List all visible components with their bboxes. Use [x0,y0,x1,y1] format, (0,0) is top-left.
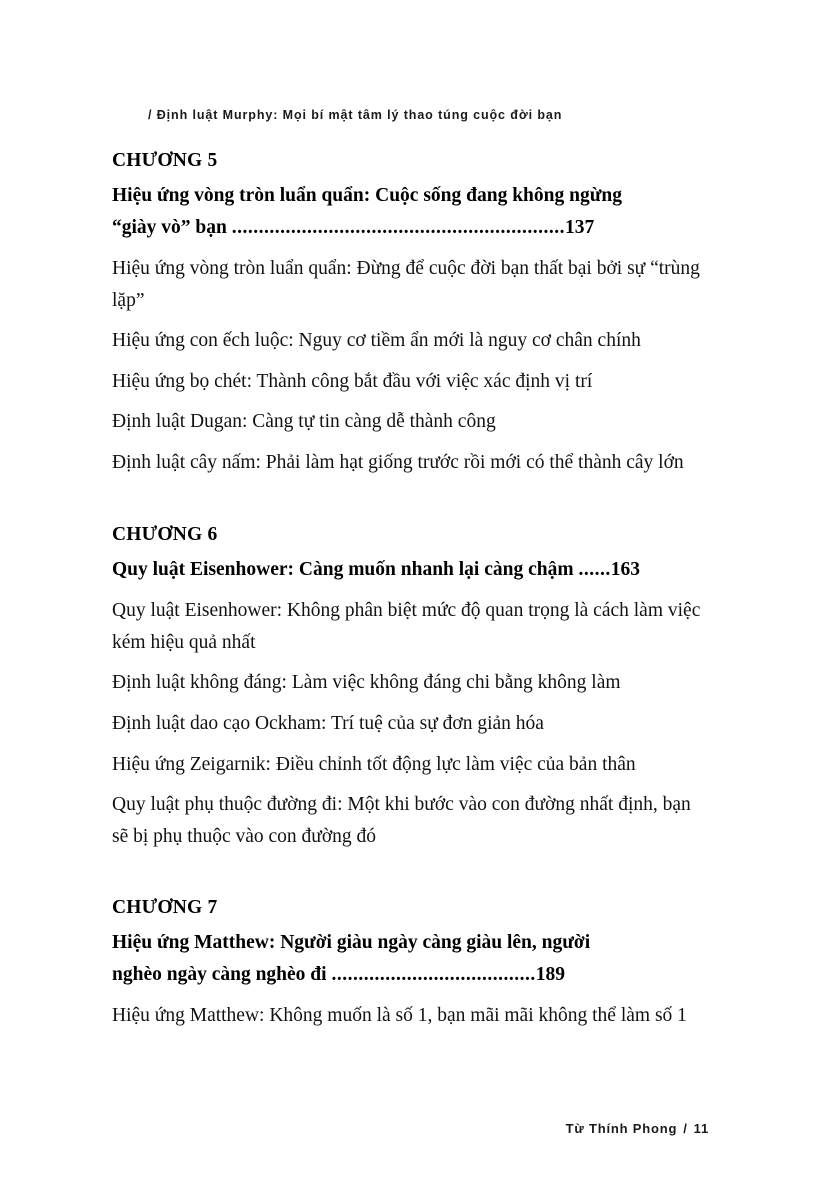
footer-page-number: 11 [693,1121,709,1136]
toc-entry: Định luật dao cạo Ockham: Trí tuệ của sự đơn giản hóa [112,712,544,734]
chapter-title-7-line1: Hiệu ứng Matthew: Người giàu ngày càng giàu lên, người [112,932,591,954]
toc-entry: Quy luật Eisenhower: Không phân biệt mức độ quan trọng là cách làm việc kém hiệu quả nhất [112,600,701,653]
footer-separator: / [683,1121,688,1136]
section-spacer [112,488,709,524]
toc-entry: Định luật Dugan: Càng tự tin càng dễ thành công [112,411,496,433]
chapter-block-7 [112,897,709,1032]
toc-entry: Hiệu ứng bọ chét: Thành công bắt đầu với việc xác định vị trí [112,370,593,392]
chapter-title-5-line2: “giày vò” bạn [112,216,232,238]
chapter-title-6 [112,554,709,586]
toc-entry: Định luật cây nấm: Phải làm hạt giống trước rồi mới có thể thành cây lớn [112,452,684,474]
chapter-7-dot-leader: ...................................... [331,963,536,985]
toc-entry: Quy luật phụ thuộc đường đi: Một khi bước vào con đường nhất định, bạn sẽ bị phụ thuộc vào con đường đó [112,794,691,847]
chapter-title-7 [112,927,709,990]
chapter-5-dot-leader: .............................................................. [231,216,565,238]
toc-entry: Định luật không đáng: Làm việc không đáng chi bằng không làm [112,672,621,694]
chapter-6-dot-leader: ...... [578,558,611,580]
chapter-7-page-number: 189 [535,963,565,985]
footer-author: Từ Thính Phong [565,1121,678,1136]
chapter-title-7-line2: nghèo ngày càng nghèo đi [112,963,332,985]
toc-entry: Hiệu ứng Matthew: Không muốn là số 1, bạn mãi mãi không thể làm số 1 [112,1005,687,1027]
toc-entry: Hiệu ứng vòng tròn luẩn quẩn: Đừng để cuộc đời bạn thất bại bởi sự “trùng lặp” [112,258,700,311]
chapter-block-6 [112,524,709,853]
chapter-block-5 [112,150,709,479]
chapter-5-page-number: 137 [564,216,595,238]
running-head: / Định luật Murphy: Mọi bí mật tâm lý thao túng cuộc đời bạn [148,108,563,122]
chapter-title-5 [112,180,709,243]
chapter-label-7: CHƯƠNG 7 [112,897,218,919]
page-footer [566,1121,709,1136]
chapter-6-page-number: 163 [610,558,640,580]
toc-entry: Hiệu ứng Zeigarnik: Điều chỉnh tốt động lực làm việc của bản thân [112,753,636,775]
section-spacer [112,861,709,897]
toc-entry: Hiệu ứng con ếch luộc: Nguy cơ tiềm ẩn mới là nguy cơ chân chính [112,330,641,352]
chapter-label-5: CHƯƠNG 5 [112,150,218,171]
chapter-label-6: CHƯƠNG 6 [112,523,218,545]
chapter-title-5-line1: Hiệu ứng vòng tròn luẩn quẩn: Cuộc sống đang không ngừng [112,185,622,206]
chapter-title-6-line1: Quy luật Eisenhower: Càng muốn nhanh lại càng chậm [112,558,579,580]
